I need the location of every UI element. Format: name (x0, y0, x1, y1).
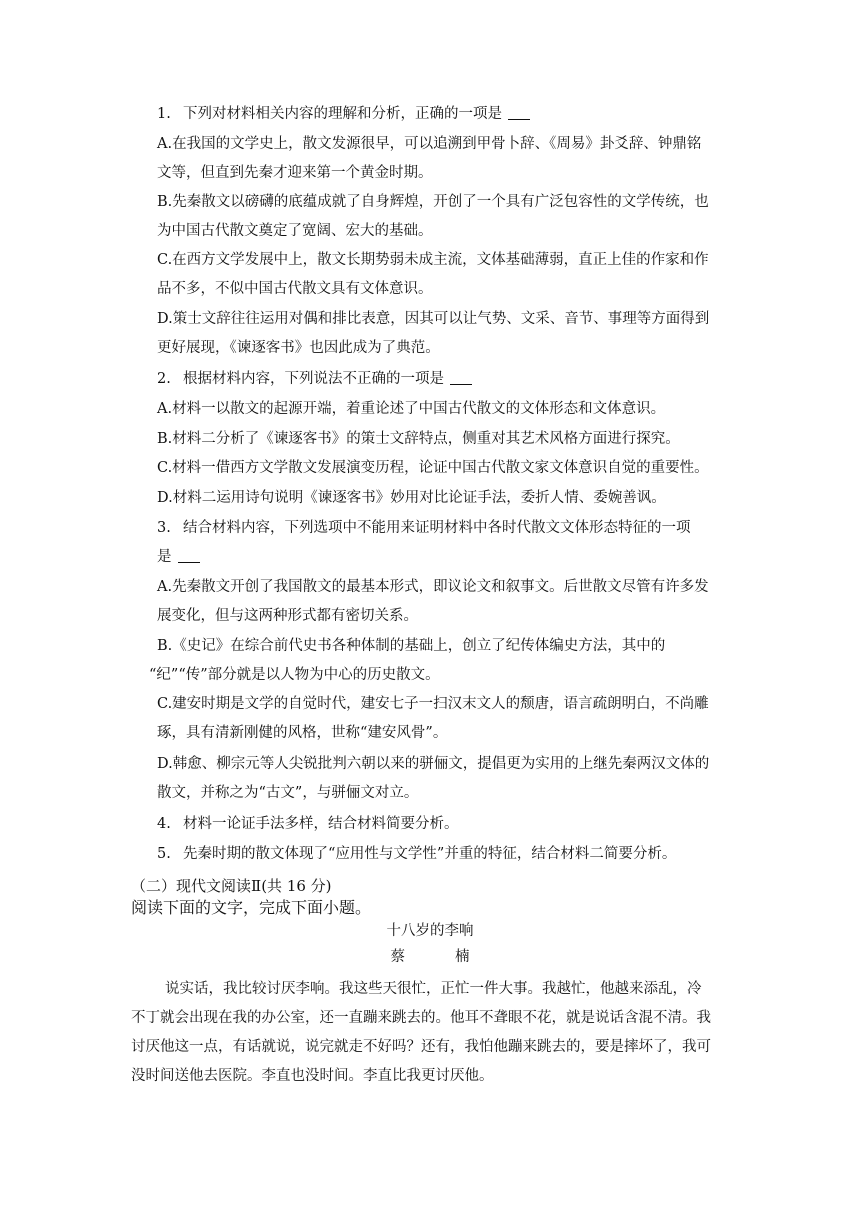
paragraph-line: 没时间送他去医院。李直也没时间。李直比我更讨厌他。 (131, 1068, 494, 1084)
option-line: 更好展现，《谏逐客书》也因此成为了典范。 (157, 340, 440, 356)
option-line: A.材料一以散文的起源开端，着重论述了中国古代散文的文体形态和文体意识。 (157, 401, 666, 417)
option-line: B.《史记》在综合前代史书各种体制的基础上，创立了纪传体编史方法，其中的 (157, 638, 666, 654)
question-number: 1. (157, 106, 171, 122)
section-title: （二）现代文阅读Ⅱ(共 16 分) (131, 877, 332, 895)
question-2-stem (157, 365, 472, 394)
paragraph-line: 不丁就会出现在我的办公室，还一直蹦来跳去的。他耳不聋眼不花，就是说话含混不清。我 (131, 1010, 711, 1026)
answer-blank[interactable] (178, 548, 200, 563)
q1-option-d (157, 305, 709, 363)
q2-option-a (157, 395, 665, 424)
option-line: 琢，具有清新刚健的风格，世称“建安风骨”。 (157, 725, 448, 741)
q2-option-d (157, 484, 666, 513)
q3-option-a (157, 573, 709, 631)
paragraph-line: 说实话，我比较讨厌李响。我这些天很忙，正忙一件大事。我越忙，他越来添乱，冷 (165, 981, 702, 997)
option-line: 散文，并称之为“古文”，与骈俪文对立。 (157, 785, 419, 801)
question-text: 先秦时期的散文体现了“应用性与文学性”并重的特征，结合材料二简要分析。 (183, 846, 677, 862)
q1-option-c (157, 246, 709, 304)
option-line: 展变化，但与这两种形式都有密切关系。 (157, 608, 418, 624)
answer-blank[interactable] (450, 370, 472, 385)
question-5-stem (157, 840, 676, 869)
option-line: D.材料二运用诗句说明《谏逐客书》妙用对比论证手法，委折人情、委婉善讽。 (157, 490, 666, 506)
option-line: C.在西方文学发展中上，散文长期势弱未成主流，文体基础薄弱，直正上佳的作家和作 (157, 252, 709, 268)
author-char: 楠 (455, 949, 470, 965)
reading-instruction: 阅读下面的文字，完成下面小题。 (131, 898, 372, 917)
question-number: 4. (157, 816, 171, 832)
question-3-stem (157, 514, 691, 572)
q1-option-b (157, 188, 709, 246)
article-title: 十八岁的李响 (386, 923, 474, 939)
q3-option-d (157, 750, 709, 808)
option-line: “纪”“传”部分就是以人物为中心的历史散文。 (149, 667, 440, 683)
paragraph-line: 讨厌他这一点，有话就说，说完就走不好吗？还有，我怕他蹦来跳去的，要是摔坏了，我可 (131, 1039, 711, 1055)
option-line: A.在我国的文学史上，散文发源很早，可以追溯到甲骨卜辞、《周易》卦爻辞、钟鼎铭 (157, 136, 702, 152)
option-line: C.材料一借西方文学散文发展演变历程，论证中国古代散文家文体意识自觉的重要性。 (157, 460, 709, 476)
option-line: B.先秦散文以磅礴的底蕴成就了自身辉煌，开创了一个具有广泛包容性的文学传统，也 (157, 194, 709, 210)
option-line: D.策士文辞往往运用对偶和排比表意，因其可以让气势、文采、音节、事理等方面得到 (157, 311, 710, 327)
answer-blank[interactable] (508, 105, 530, 120)
option-line: A.先秦散文开创了我国散文的最基本形式，即议论文和叙事文。后世散文尽管有许多发 (157, 579, 709, 595)
option-line: 文等，但直到先秦才迎来第一个黄金时期。 (157, 165, 433, 181)
q3-option-c (157, 690, 709, 748)
question-number: 2. (157, 371, 171, 387)
question-text: 根据材料内容，下列说法不正确的一项是 (183, 371, 444, 387)
question-text: 下列对材料相关内容的理解和分析，正确的一项是 (183, 106, 502, 122)
question-number: 3. (157, 520, 171, 536)
option-line: 品不多，不似中国古代散文具有文体意识。 (157, 281, 433, 297)
article-author (0, 946, 860, 968)
q2-option-b (157, 425, 680, 454)
q3-option-b (149, 632, 666, 690)
option-line: B.材料二分析了《谏逐客书》的策士文辞特点，侧重对其艺术风格方面进行探究。 (157, 431, 680, 447)
question-number: 5. (157, 846, 171, 862)
q1-option-a (157, 130, 701, 188)
option-line: D.韩愈、柳宗元等人尖锐批判六朝以来的骈俪文，提倡更为实用的上继先秦两汉文体的 (157, 756, 710, 772)
q2-option-c (157, 454, 709, 483)
article-paragraph (131, 975, 711, 1091)
question-1-stem (157, 100, 530, 129)
question-text-continued: 是 (157, 549, 172, 565)
question-text: 结合材料内容，下列选项中不能用来证明材料中各时代散文文体形态特征的一项 (183, 520, 691, 536)
author-char: 蔡 (390, 949, 405, 965)
option-line: C.建安时期是文学的自觉时代，建安七子一扫汉末文人的颓唐，语言疏朗明白，不尚雕 (157, 696, 709, 712)
option-line: 为中国古代散文奠定了宽阔、宏大的基础。 (157, 223, 433, 239)
question-text: 材料一论证手法多样，结合材料简要分析。 (183, 816, 459, 832)
question-4-stem (157, 810, 459, 839)
